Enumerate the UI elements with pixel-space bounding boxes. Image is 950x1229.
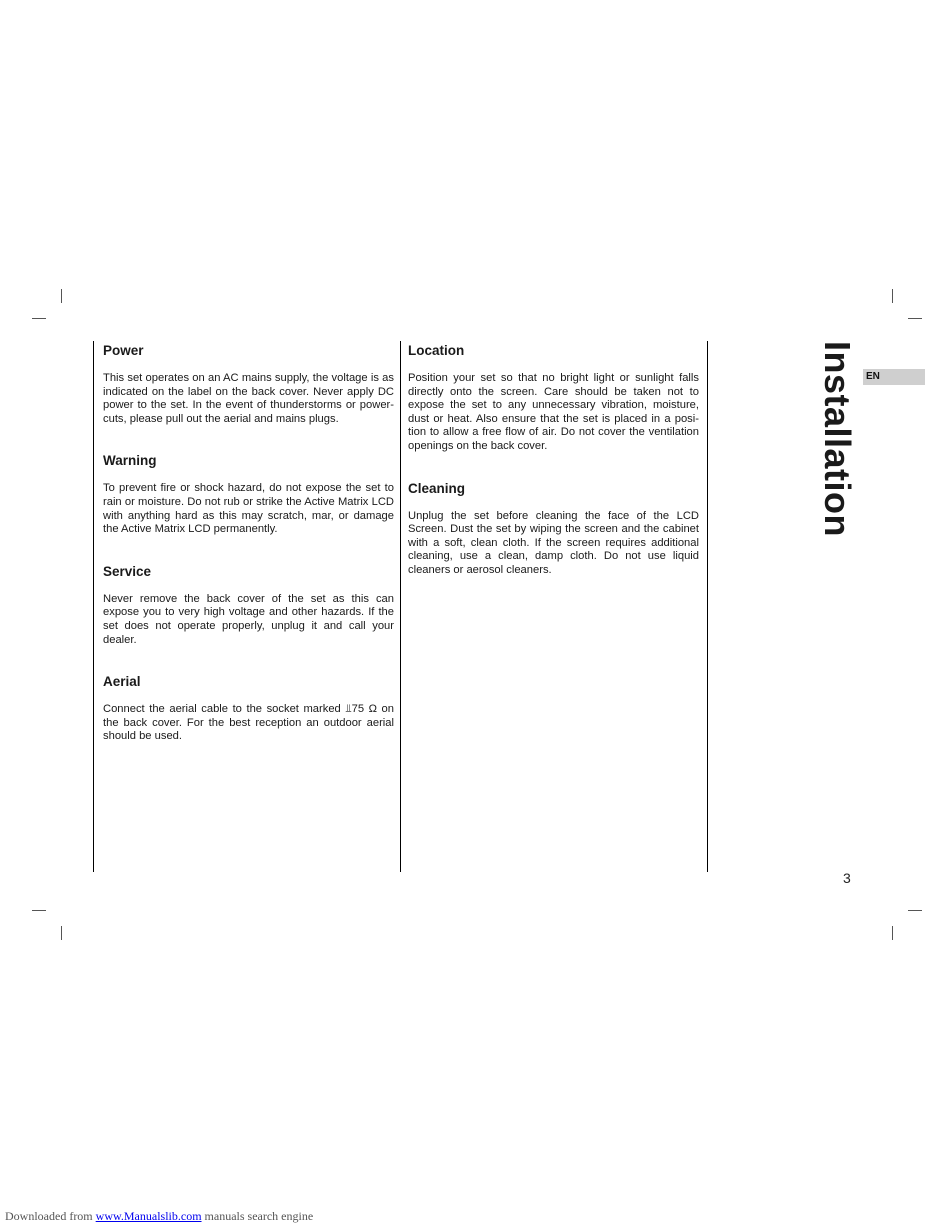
section-title: Aerial: [103, 674, 141, 690]
section-body: Connect the aerial cable to the socket marked ⫫75 Ω on the back cover. For the best reception an outdoor aerial should be used.: [103, 703, 394, 743]
section-body: To prevent fire or shock hazard, do not expose the set to rain or moisture. Do not rub or strike the Active Matrix LCD with anything hard as this may scratch, mar, or damage the Active Matrix LCD permanently.: [103, 482, 394, 536]
section-aerial: [103, 674, 394, 744]
footer-prefix: Downloaded from: [5, 1209, 96, 1223]
section-title: Warning: [103, 453, 157, 469]
section-cleaning: [408, 481, 699, 578]
section-location: [408, 343, 699, 454]
column-rule-left: [93, 341, 94, 872]
section-body: Position your set so that no bright light or sunlight falls directly onto the screen. Care should be taken not to expose the set to any unnecessary vibration, moisture, dust or heat. Also ensure that the set is placed in a posi-tion to allow a free flow of air. Do not cover the ventilation openings on the back cover.: [408, 372, 699, 452]
section-body: Unplug the set before cleaning the face of the LCD Screen. Dust the set by wiping the screen and the cabinet with a soft, clean cloth. If the screen requires additional cleaning, use a clean, damp cloth. Do not use liquid cleaners or aerosol cleaners.: [408, 509, 699, 576]
column-rule-right: [707, 341, 708, 872]
download-footer: [5, 1209, 313, 1224]
language-tab: EN: [863, 369, 925, 385]
crop-mark: [908, 910, 922, 911]
section-title: Service: [103, 563, 152, 579]
section-title: Location: [408, 343, 465, 358]
section-warning: [103, 453, 394, 536]
manualslib-link[interactable]: www.Manualslib.com: [95, 1209, 202, 1223]
section-title: Power: [103, 343, 144, 358]
crop-mark: [61, 926, 62, 940]
section-body: Never remove the back cover of the set as this can expose you to very high voltage and other hazards. If the set does not operate properly, unplug it and call your dealer.: [103, 592, 394, 646]
crop-mark: [61, 289, 62, 303]
crop-mark: [892, 926, 893, 940]
crop-mark: [32, 910, 46, 911]
section-title: Cleaning: [408, 480, 466, 496]
page-number: 3: [843, 870, 851, 886]
left-column: [103, 343, 394, 771]
crop-mark: [32, 318, 46, 319]
crop-mark: [892, 289, 893, 303]
footer-suffix: manuals search engine: [201, 1209, 314, 1223]
right-column: [408, 343, 699, 605]
section-service: [103, 564, 394, 647]
section-body: This set operates on an AC mains supply, the voltage is as indicated on the label on the back cover. Never apply DC power to the set. In the event of thunderstorms or power-cuts, please pull out the aerial and mains plugs.: [103, 372, 394, 425]
section-power: [103, 343, 394, 426]
column-rule-middle: [400, 341, 401, 872]
crop-mark: [908, 318, 922, 319]
chapter-title: Installation: [817, 341, 858, 538]
